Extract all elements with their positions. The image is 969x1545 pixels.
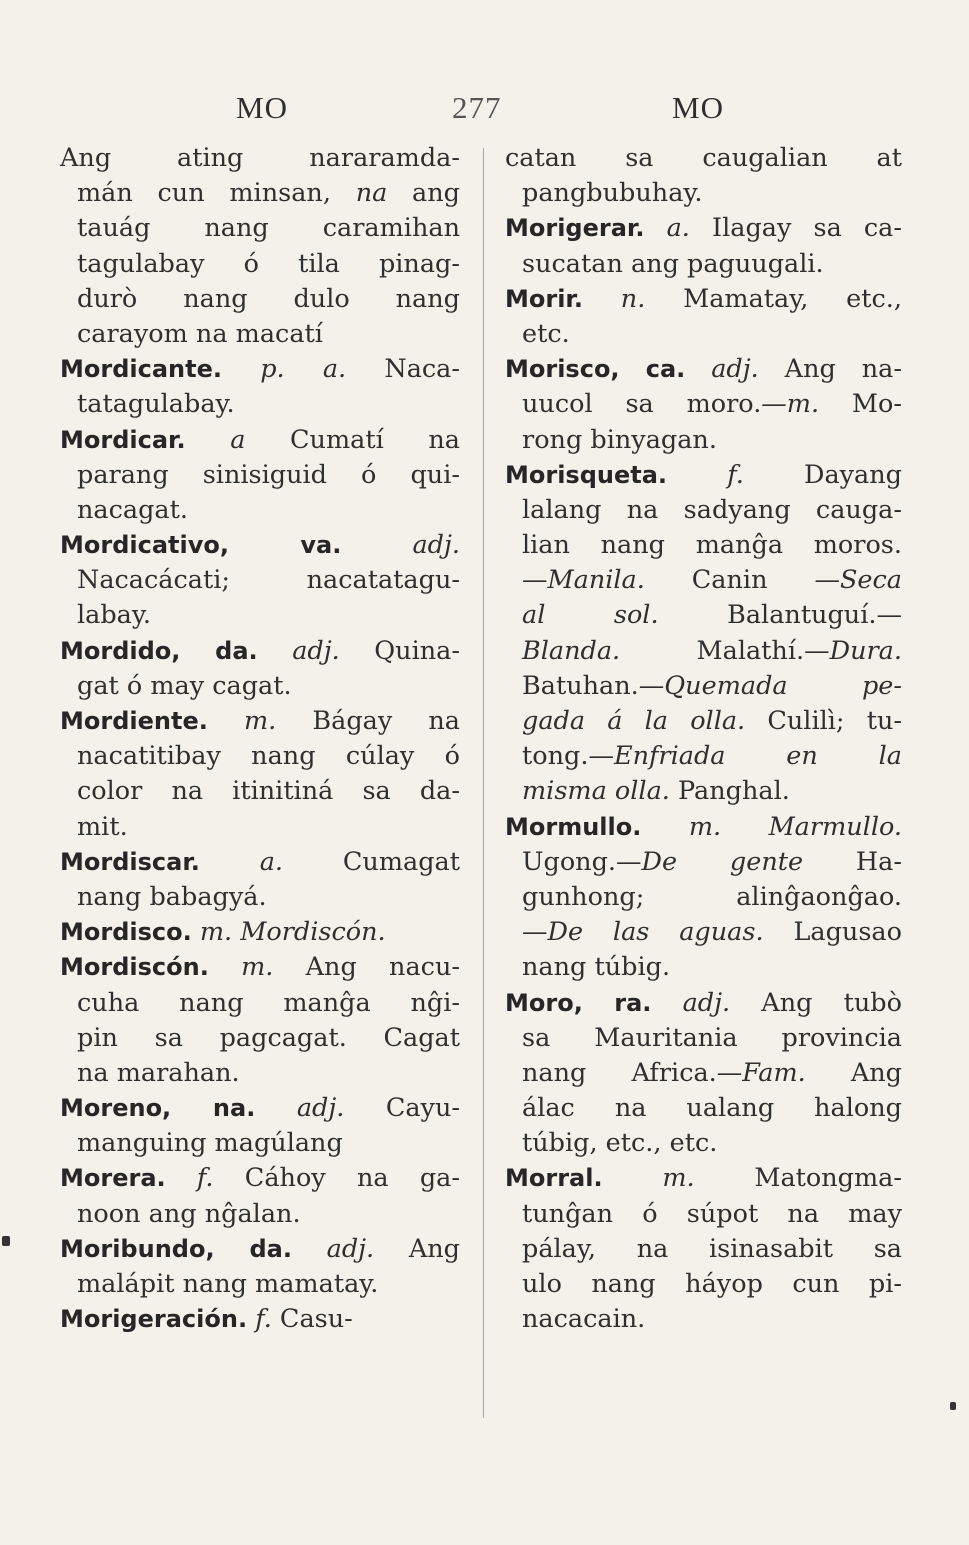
italic-text: a. [666, 213, 690, 244]
left-column [60, 141, 460, 1337]
italic-text: a [230, 424, 246, 455]
entry-text: Batuhan.— [522, 670, 665, 701]
entry-line [505, 1056, 902, 1091]
entry-text: tong.— [522, 741, 614, 772]
dictionary-entry [60, 634, 460, 704]
italic-text: m. [199, 917, 233, 948]
entry-line [60, 1161, 460, 1196]
headword: Mordicar. [60, 425, 186, 454]
entry-text [200, 847, 260, 877]
entry-text: lian nang manĝa moros. [522, 530, 902, 561]
entry-text: pálay, na isinasabit sa [522, 1233, 902, 1264]
dictionary-entry [60, 1161, 460, 1231]
italic-text: adj. [292, 635, 340, 666]
entry-text: tatagulabay. [77, 389, 235, 420]
right-column [505, 141, 902, 1337]
entry-line [60, 563, 460, 598]
entry-text [255, 1093, 297, 1123]
italic-text: na [355, 178, 388, 209]
entry-text [209, 952, 241, 982]
entry-text: ulo nang háyop cun pi- [522, 1269, 902, 1299]
entry-line [505, 774, 902, 809]
headword: Mordisco. [60, 918, 192, 947]
entry-line [60, 1021, 460, 1056]
entry-text: gunhong; alinĝaonĝao. [522, 881, 902, 912]
entry-text: cuha nang manĝa nĝi- [77, 987, 460, 1018]
entry-line [60, 880, 460, 915]
italic-text: f. [727, 459, 744, 490]
entry-text: parang sinisiguid ó qui- [77, 459, 460, 490]
dictionary-entry [60, 845, 460, 915]
headword: Mordiente. [60, 707, 208, 735]
italic-text: —De las aguas. [522, 917, 764, 948]
entry-text: Mamatay, etc., [645, 283, 902, 314]
entry-line [60, 141, 460, 176]
column-divider [483, 148, 484, 1418]
dictionary-entry [505, 986, 902, 1162]
dictionary-entry [60, 352, 460, 422]
italic-text: —Manila. [522, 565, 645, 596]
entry-text: manguing magúlang [77, 1128, 343, 1159]
entry-text: Ang na- [758, 354, 902, 385]
dictionary-entry [60, 528, 460, 634]
italic-text: Mordiscón. [240, 917, 386, 948]
italic-text: Quemada pe- [664, 670, 902, 701]
entry-line [505, 1091, 902, 1126]
italic-text: adj. [412, 530, 461, 561]
entry-line [60, 176, 460, 211]
headword: Moro, ra. [505, 988, 652, 1017]
entry-text: durò nang dulo nang [77, 283, 460, 314]
italic-text: m. [688, 811, 722, 842]
entry-line [60, 669, 460, 704]
entry-text: carayom na macatí [77, 318, 323, 349]
entry-line [60, 739, 460, 774]
entry-text: Cayu- [344, 1093, 461, 1124]
entry-text: Quina- [339, 635, 460, 666]
entry-text: mán cun minsan, [77, 178, 356, 209]
entry-line [505, 141, 902, 176]
dictionary-entry [60, 1091, 460, 1161]
entry-text: malápit nang mamatay. [77, 1269, 379, 1299]
entry-line [505, 1126, 902, 1161]
page-number: 277 [452, 90, 502, 125]
headword: Moribundo, da. [60, 1234, 292, 1263]
italic-text: adj. [682, 987, 731, 1018]
entry-line [60, 1232, 460, 1267]
headword: Mordido, da. [60, 636, 258, 665]
entry-line [505, 880, 902, 915]
entry-line [505, 845, 902, 880]
headword: Morir. [505, 284, 583, 313]
entry-text: sucatan ang paguugali. [522, 248, 824, 279]
entry-text: etc. [522, 318, 570, 349]
entry-text: nang túbig. [522, 952, 671, 983]
entry-line [505, 423, 902, 458]
entry-line [60, 950, 460, 985]
entry-line [505, 704, 902, 739]
entry-line [505, 282, 902, 317]
entry-text [583, 284, 621, 314]
entry-line [505, 387, 902, 422]
entry-text [186, 425, 231, 455]
italic-text: Marmullo. [768, 811, 902, 842]
italic-text: De gente [641, 846, 804, 877]
entry-line [60, 845, 460, 880]
entry-text: tunĝan ó súpot na may [522, 1198, 902, 1229]
entry-text: tagulabay ó tila pinag- [77, 248, 460, 279]
entry-text: pangbubuhay. [522, 178, 703, 209]
entry-line [60, 1091, 460, 1126]
headword: Moreno, na. [60, 1094, 256, 1123]
entry-text [685, 354, 711, 384]
entry-line [505, 1267, 902, 1302]
italic-text: Blanda. [522, 635, 621, 666]
entry-text: álac na ualang halong [522, 1093, 902, 1124]
entry-text: Ang [805, 1057, 902, 1088]
entry-line [60, 634, 460, 669]
entry-line [60, 1302, 460, 1337]
entry-text [208, 706, 244, 736]
dictionary-entry [505, 282, 902, 352]
headword: Morisco, ca. [505, 355, 686, 384]
entry-line [505, 669, 902, 704]
entry-text: labay. [77, 600, 152, 631]
entry-line [505, 598, 902, 633]
entry-line [60, 598, 460, 633]
dictionary-entry [60, 950, 460, 1091]
entry-line [505, 493, 902, 528]
entry-text [651, 988, 682, 1018]
italic-text: m. [662, 1163, 695, 1194]
italic-text: adj. [296, 1093, 345, 1124]
headword: Mordicativo, va. [60, 531, 342, 560]
entry-line [505, 528, 902, 563]
entry-text [644, 213, 666, 243]
entry-text: uucol sa moro. [522, 389, 762, 420]
entry-text: nacagat. [77, 494, 188, 525]
headword: Mordiscón. [60, 953, 209, 982]
italic-text: —Fam. [716, 1057, 806, 1088]
entry-line [505, 176, 902, 211]
dictionary-entry [505, 810, 902, 986]
entry-text: Matongma- [694, 1163, 903, 1194]
entry-text [667, 460, 727, 490]
italic-text: n. [620, 283, 646, 314]
entry-text [247, 1304, 255, 1334]
entry-text: Naca- [346, 354, 460, 385]
dictionary-entry [505, 1161, 902, 1337]
italic-text: adj. [711, 354, 759, 385]
entry-text: Bágay na [276, 706, 460, 736]
entry-text: catan sa caugalian at [505, 143, 902, 173]
entry-continuation [60, 141, 460, 352]
entry-line [60, 493, 460, 528]
entry-line [60, 1126, 460, 1161]
entry-text: noon ang nĝalan. [77, 1198, 301, 1229]
entry-line [505, 563, 902, 598]
entry-text: Ang [374, 1233, 460, 1264]
headword: Mormullo. [505, 812, 642, 841]
entry-text [341, 530, 412, 560]
entry-line [60, 458, 460, 493]
italic-text: —Seca [814, 565, 902, 596]
entry-text [292, 1234, 327, 1264]
italic-text: f. [196, 1163, 214, 1194]
entry-line [505, 1021, 902, 1056]
headword: Morera. [60, 1164, 166, 1193]
entry-text [721, 812, 768, 842]
entry-text: Ilagay sa ca- [689, 213, 902, 244]
entry-text: Cumatí na [245, 424, 460, 455]
entry-line [505, 458, 902, 493]
entry-line [60, 986, 460, 1021]
margin-mark [2, 1236, 10, 1246]
entry-text: Lagusao [763, 917, 902, 948]
entry-text: mit. [77, 811, 128, 842]
entry-text: Casu- [271, 1304, 353, 1335]
entry-text: tauág nang caramihan [77, 213, 460, 244]
entry-text: nacatitibay nang cúlay ó [77, 741, 460, 772]
headword: Mordicante. [60, 355, 222, 384]
entry-line [505, 986, 902, 1021]
dictionary-entry [505, 458, 902, 810]
entry-text [258, 636, 293, 666]
entry-text: nacacain. [522, 1304, 646, 1335]
entry-line [60, 1056, 460, 1091]
italic-text: m. [243, 706, 277, 736]
headword: Morigeración. [60, 1305, 248, 1334]
entry-text: Balantuguí.— [658, 600, 902, 631]
italic-text: misma olla. [522, 776, 670, 807]
entry-line [60, 810, 460, 845]
entry-line [60, 423, 460, 458]
entry-line [505, 1302, 902, 1337]
entry-continuation [505, 141, 902, 211]
entry-line [60, 528, 460, 563]
entry-text: nang Africa. [522, 1057, 717, 1088]
entry-text: Culilì; tu- [745, 706, 902, 736]
dictionary-entry [60, 1232, 460, 1302]
entry-line [505, 950, 902, 985]
entry-line [505, 634, 902, 669]
entry-line [505, 810, 902, 845]
italic-text: Enfriada en la [613, 741, 902, 772]
entry-text [192, 917, 200, 947]
header-left-guide-word: MO [236, 90, 288, 125]
entry-text: color na itinitiná sa da- [77, 776, 460, 807]
entry-line [505, 1197, 902, 1232]
margin-mark [950, 1402, 956, 1410]
entry-line [60, 1197, 460, 1232]
italic-text: f. [255, 1304, 272, 1335]
headword: Morral. [505, 1164, 603, 1193]
entry-line [60, 915, 460, 950]
dictionary-entry [60, 423, 460, 529]
entry-line [60, 211, 460, 246]
dictionary-entry [60, 1302, 460, 1337]
entry-text: Ang ating nararamda- [60, 143, 460, 173]
dictionary-entry [60, 704, 460, 845]
headword: Mordiscar. [60, 847, 200, 876]
entry-text: na marahan. [77, 1057, 240, 1088]
entry-text: lalang na sadyang cauga- [522, 494, 902, 525]
entry-line [505, 739, 902, 774]
entry-text: Nacacácati; nacatatagu- [77, 565, 460, 596]
dictionary-entry [60, 915, 460, 950]
italic-text: —m. [761, 389, 820, 420]
entry-text: nang babagyá. [77, 881, 267, 912]
italic-text: a. [259, 846, 284, 877]
entry-text: Canin [644, 565, 815, 596]
italic-text: al sol. [522, 600, 659, 631]
entry-line [60, 387, 460, 422]
italic-text: m. [241, 952, 274, 983]
entry-text [641, 812, 688, 842]
entry-text: ang [387, 178, 461, 209]
entry-line [505, 352, 902, 387]
entry-line [60, 317, 460, 352]
entry-line [505, 211, 902, 246]
italic-text: gada á la olla. [522, 706, 746, 736]
entry-text: Dayang [743, 459, 902, 490]
entry-line [505, 1232, 902, 1267]
entry-text: Ang nacu- [273, 952, 461, 983]
dictionary-entry [505, 211, 902, 281]
entry-line [60, 282, 460, 317]
entry-text: Malathí.— [620, 635, 830, 666]
entry-text: gat ó may cagat. [77, 670, 292, 701]
entry-text: Mo- [819, 389, 902, 420]
entry-line [505, 915, 902, 950]
entry-text: Panghal. [669, 776, 790, 807]
italic-text: Dura. [829, 635, 902, 666]
header-right-guide-word: MO [672, 90, 724, 125]
entry-text [166, 1163, 197, 1193]
entry-text: Cáhoy na ga- [213, 1163, 460, 1194]
entry-line [505, 317, 902, 352]
entry-line [60, 774, 460, 809]
entry-text: Ugong.— [522, 846, 642, 877]
entry-text: túbig, etc., etc. [522, 1128, 718, 1159]
italic-text: adj. [326, 1233, 375, 1264]
entry-text: Ang tubò [730, 987, 902, 1018]
entry-text: Cumagat [283, 846, 461, 877]
entry-text [603, 1163, 663, 1193]
entry-text: pin sa pagcagat. Cagat [77, 1022, 460, 1053]
dictionary-entry [505, 352, 902, 458]
headword: Morisqueta. [505, 460, 668, 489]
italic-text: p. a. [260, 354, 347, 385]
entry-line [505, 1161, 902, 1196]
entry-line [60, 352, 460, 387]
entry-line [60, 704, 460, 739]
entry-text: Ha- [803, 846, 902, 877]
entry-line [60, 1267, 460, 1302]
entry-text: sa Mauritania provincia [522, 1022, 902, 1053]
entry-line [60, 247, 460, 282]
entry-text: rong binyagan. [522, 424, 717, 455]
entry-text [222, 354, 260, 384]
entry-line [505, 247, 902, 282]
running-header [0, 82, 969, 132]
headword: Morigerar. [505, 214, 645, 243]
